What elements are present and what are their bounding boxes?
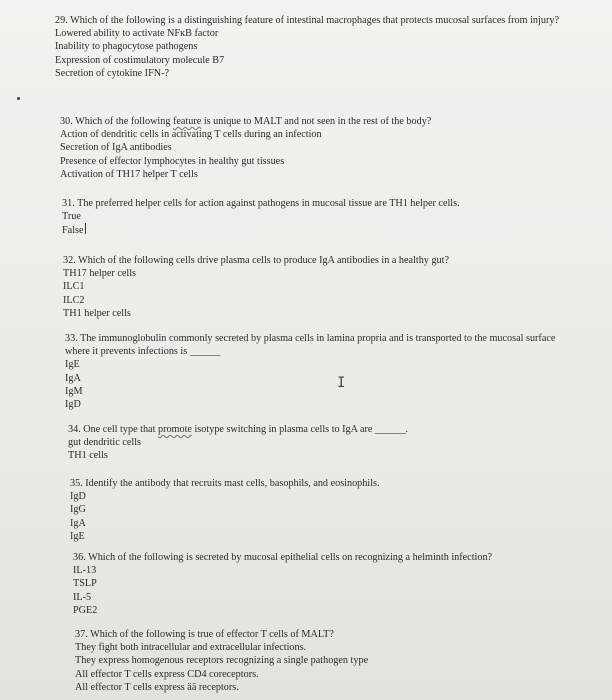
answer-option[interactable]: TSLP bbox=[73, 578, 97, 590]
answer-option[interactable]: TH17 helper cells bbox=[63, 268, 136, 280]
question-stem: 32. Which of the following cells drive plasma cells to produce IgA antibodies in a healthy gut? bbox=[63, 255, 449, 266]
answer-option[interactable]: All effector T cells express CD4 coreceptors. bbox=[75, 668, 259, 680]
answer-option[interactable]: Secretion of cytokine IFN-? bbox=[55, 67, 170, 79]
answer-option[interactable]: IgA bbox=[70, 517, 86, 529]
answer-option[interactable]: Activation of TH17 helper T cells bbox=[60, 168, 198, 180]
answer-option[interactable]: IgA bbox=[65, 372, 81, 384]
answer-option[interactable]: ILC2 bbox=[63, 294, 85, 306]
answer-option[interactable]: gut dendritic cells bbox=[68, 437, 141, 449]
question-29 bbox=[55, 14, 600, 80]
question-stem: 29. Which of the following is a distinguishing feature of intestinal macrophages that protects mucosal surfaces from injury? bbox=[55, 15, 559, 26]
question-stem: 30. Which of the following feature is unique to MALT and not seen in the rest of the body? bbox=[60, 116, 432, 127]
answer-option[interactable]: Secretion of IgA antibodies bbox=[60, 142, 172, 154]
answer-option[interactable]: IL-5 bbox=[73, 591, 92, 603]
answer-option[interactable]: TH1 cells bbox=[68, 450, 108, 462]
answer-option[interactable]: True bbox=[62, 211, 81, 223]
bullet-dot bbox=[17, 97, 20, 100]
answer-option[interactable]: IgM bbox=[65, 385, 83, 397]
answer-option[interactable]: IgD bbox=[65, 399, 81, 411]
question-30 bbox=[60, 115, 600, 181]
answer-option[interactable]: Action of dendritic cells in activating T cells during an infection bbox=[60, 129, 322, 141]
text-cursor bbox=[85, 223, 87, 234]
question-33 bbox=[65, 332, 575, 411]
question-34 bbox=[68, 423, 600, 463]
question-stem: 36. Which of the following is secreted by mucosal epithelial cells on recognizing a helminth infection? bbox=[73, 552, 493, 563]
question-stem: 35. Identify the antibody that recruits mast cells, basophils, and eosinophils. bbox=[70, 478, 380, 489]
mouse-ibeam-cursor-icon: I bbox=[337, 375, 346, 391]
answer-option[interactable]: Inability to phagocytose pathogens bbox=[55, 41, 198, 53]
answer-option[interactable]: Presence of effector lymphocytes in healthy gut tissues bbox=[60, 155, 285, 167]
question-stem: 37. Which of the following is true of effector T cells of MALT? bbox=[75, 629, 334, 640]
answer-option[interactable]: Lowered ability to activate NFĸB factor bbox=[55, 28, 219, 40]
answer-option[interactable]: TH1 helper cells bbox=[63, 307, 131, 319]
answer-option[interactable]: IgE bbox=[65, 359, 80, 371]
answer-option[interactable]: ILC1 bbox=[63, 281, 85, 293]
underlined-word: feature bbox=[173, 116, 202, 127]
question-31 bbox=[62, 197, 600, 238]
underlined-word: promote bbox=[157, 424, 192, 435]
question-35 bbox=[70, 477, 600, 543]
answer-option[interactable]: They express homogenous receptors recognizing a single pathogen type bbox=[75, 655, 369, 667]
answer-option[interactable]: PGE2 bbox=[73, 604, 98, 616]
answer-option[interactable]: IL-13 bbox=[73, 565, 97, 577]
answer-option[interactable]: All effector T cells express ää receptors. bbox=[75, 681, 239, 693]
answer-option[interactable]: IgE bbox=[70, 530, 85, 542]
answer-option[interactable]: False bbox=[62, 223, 600, 237]
answer-option[interactable]: IgG bbox=[70, 504, 86, 516]
question-stem: 33. The immunoglobulin commonly secreted by plasma cells in lamina propria and is transported to the mucosal surface where it prevents infections is ______ bbox=[65, 333, 556, 358]
question-stem: 31. The preferred helper cells for action against pathogens in mucosal tissue are TH1 helper cells. bbox=[62, 198, 460, 209]
question-stem: 34. One cell type that promote isotype switching in plasma cells to IgA are ______. bbox=[68, 424, 409, 435]
question-32 bbox=[63, 254, 600, 320]
answer-option[interactable]: Expression of costimulatory molecule B7 bbox=[55, 54, 225, 66]
question-37 bbox=[75, 628, 600, 694]
question-36 bbox=[73, 551, 600, 617]
answer-option[interactable]: IgD bbox=[70, 491, 86, 503]
answer-option[interactable]: They fight both intracellular and extracellular infections. bbox=[75, 642, 307, 654]
